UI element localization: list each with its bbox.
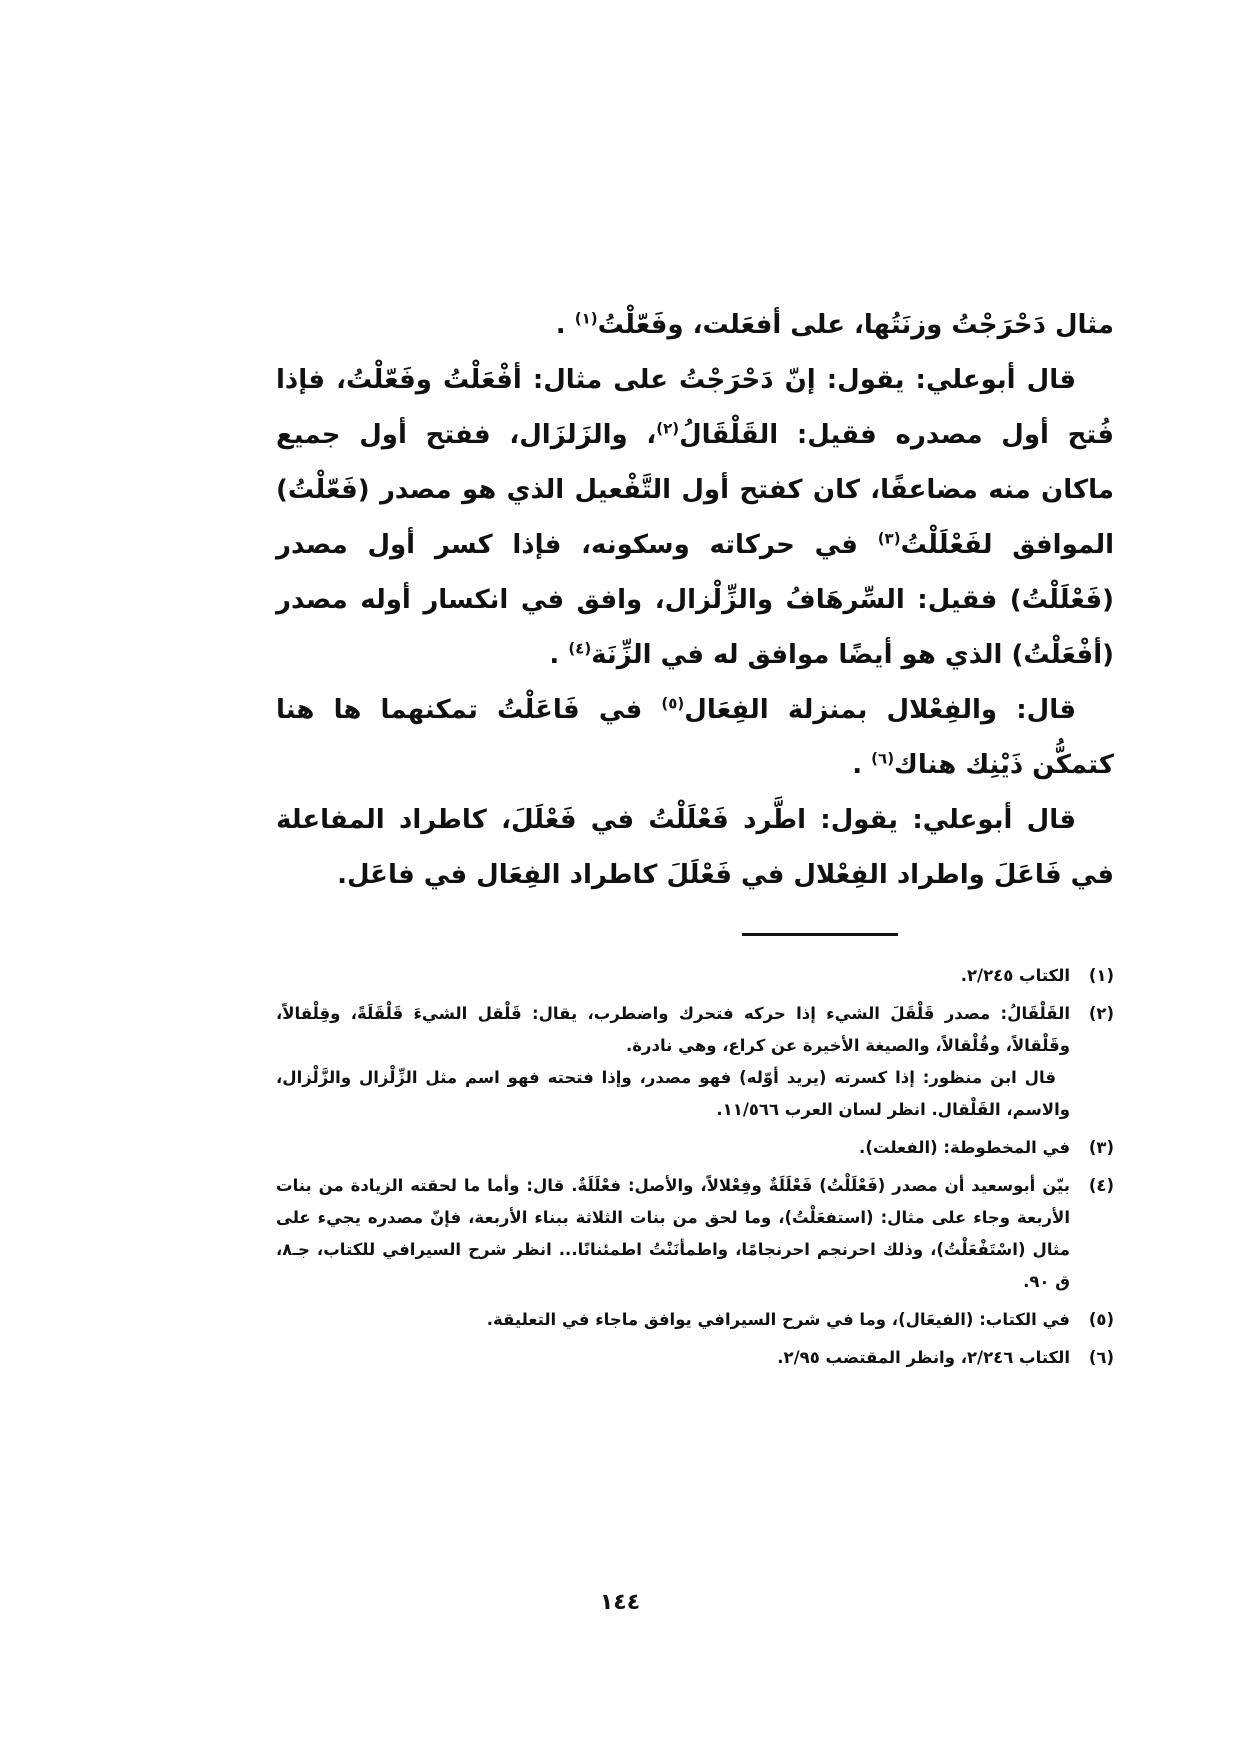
paragraph-3-lead: قال: (1016, 695, 1077, 725)
paragraph-3-tail: . (852, 750, 872, 780)
footnote-1 (276, 960, 1114, 992)
footnote-3 (276, 1132, 1114, 1164)
paragraph-1 (276, 298, 1114, 353)
footnote-6 (276, 1342, 1114, 1374)
footnote-ref-6: (٦) (871, 749, 895, 768)
footnote-4 (276, 1170, 1114, 1298)
paragraph-3-seg-1: والفِعْلال بمنزلة الفِعَال (684, 695, 1017, 725)
footnote-ref-4: (٤) (568, 639, 592, 658)
footnote-text: في المخطوطة: (الفعلت). (859, 1138, 1070, 1157)
footnote-number: (٢) (1088, 1004, 1114, 1023)
footnote-number: (١) (1088, 966, 1114, 985)
footnote-number: (٤) (1088, 1176, 1114, 1195)
footnote-text: الكتاب ٢/٢٤٦، وانظر المقتضب ٢/٩٥. (777, 1348, 1070, 1367)
footnote-body (276, 1342, 1070, 1374)
footnote-text: الكتاب ٢/٢٤٥. (960, 966, 1070, 985)
footnote-5 (276, 1304, 1114, 1336)
footnote-body (276, 960, 1070, 992)
paragraph-3-seg-2: في فَاعَلْتُ تمكنهما ها هنا كتمكُّن ذَيْنِك هناك (276, 695, 1114, 780)
footnotes (276, 960, 1114, 1380)
paragraph-1-text: مثال دَحْرَجْتُ وزنَتُها، على أفعَلت، وفَعّلْتُ (597, 310, 1114, 340)
main-text (276, 298, 1114, 903)
paragraph-4-text: قال أبوعلي: يقول: اطَّرد فَعْلَلْتُ في فَعْلَلَ، كاطراد المفاعلة في فَاعَلَ واطراد الفِعْلال في فَعْلَلَ كاطراد الفِعَال في فاعَل. (276, 805, 1114, 890)
footnote-ref-5: (٥) (661, 694, 685, 713)
footnote-text: القَلْقَالُ: مصدر قَلْقَلَ الشيء إذا حركه فتحرك واضطرب، يقال: قَلْقل الشيءَ قَلْقَلَةً، وقِلْقالاً، وقَلْقالاً، وقُلْقالاً، والصيغة الأخيرة عن كراع، وهي نادرة. (276, 1004, 1070, 1055)
footnote-number: (٥) (1088, 1310, 1114, 1329)
footnote-number: (٣) (1088, 1138, 1114, 1157)
paragraph-2-tail: . (549, 640, 569, 670)
footnote-number: (٦) (1088, 1348, 1114, 1367)
paragraph-4 (276, 793, 1114, 903)
footnote-ref-3: (٣) (877, 529, 901, 548)
footnote-text: بيّن أبوسعيد أن مصدر (فَعْلَلْتُ) فَعْلَلَةٌ وفِعْلالاً، والأصل: فعْلَلَةٌ. قال: وأما ما لحقته الزيادة من بنات الأربعة وجاء على مثال: (استفعَلْتُ)، وما لحق من بنات الثلاثة ببناء الأربعة، فإنّ مصدره يجيء على مثال (اسْتَفْعَلْتُ)، وذلك احرنجم احرنجامًا، واطمأنَنْتُ اطمئنانًا... انظر شرح السيرافي للكتاب، جـ٨، ق ٩٠. (276, 1176, 1070, 1291)
footnote-body (276, 1132, 1070, 1164)
paragraph-1-tail: . (555, 310, 575, 340)
page-number: ١٤٤ (599, 1590, 641, 1615)
footnote-ref-1: (١) (574, 309, 598, 328)
paragraph-2 (276, 353, 1114, 683)
footnote-body (276, 1170, 1070, 1298)
footnote-text: قال ابن منظور: إذا كسرته (يريد أوّله) فهو مصدر، وإذا فتحته فهو اسم مثل الزِّلْزال والزَّلْزال، والاسم، القَلْقال. انظر لسان العرب ١١/٥٦٦. (276, 1068, 1070, 1119)
paragraph-3 (276, 683, 1114, 793)
footnote-divider (742, 933, 898, 936)
footnote-body (276, 1304, 1070, 1336)
paragraph-2-seg-3: في حركاته وسكونه، فإذا كسر أول مصدر (فَعْلَلْتُ) فقيل: السِّرهَافُ والزِّلْزال، وافق في انكسار أوله مصدر (أفْعَلْتُ) الذي هو أيضًا موافق له في الزِّنَة (276, 530, 1114, 670)
footnote-text: في الكتاب: (الفيعَال)، وما في شرح السيرافي يوافق ماجاء في التعليقة. (486, 1310, 1070, 1329)
paragraph-2-seg-1: قال أبوعلي: يقول: إنّ دَحْرَجْتُ على مثال: أفْعَلْتُ وفَعّلْتُ، فإذا فُتح أول مصدره فقيل: القَلْقَالُ (276, 365, 1114, 450)
footnote-2 (276, 998, 1114, 1126)
footnote-body (276, 998, 1070, 1126)
footnote-ref-2: (٢) (656, 419, 680, 438)
paragraph-2-seg-2: ، والزَلزَال، ففتح أول جميع ماكان منه مضاعفًا، كان كفتح أول التَّفْعيل الذي هو مصدر (فَعّلْتُ) الموافق لفَعْلَلْتُ (276, 420, 1115, 560)
